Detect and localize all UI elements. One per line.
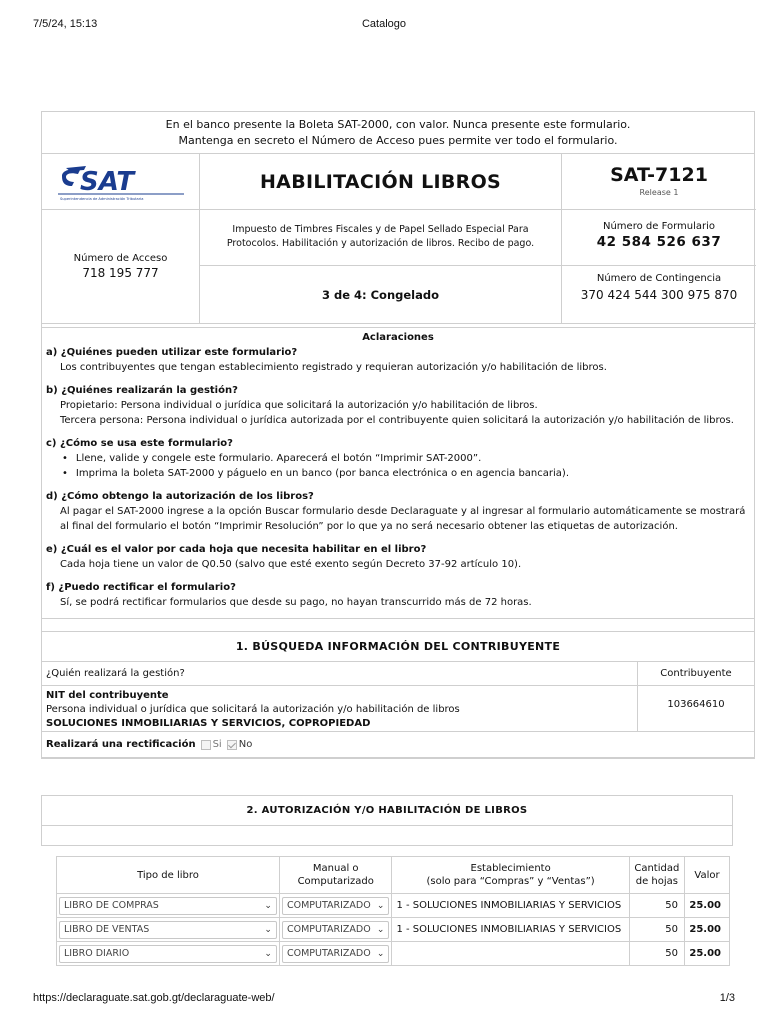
form-status: 3 de 4: Congelado [200,266,562,324]
chevron-down-icon: ⌄ [376,924,385,935]
col-cantidad: Cantidad de hojas [629,857,684,894]
section-2-title: 2. AUTORIZACIÓN Y/O HABILITACIÓN DE LIBROS [42,796,732,826]
rectificacion-si-checkbox[interactable] [201,740,211,750]
taxpayer-name: SOLUCIONES INMOBILIARIAS Y SERVICIOS, COPROPIEDAD [46,718,371,729]
tax-description: Impuesto de Timbres Fiscales y de Papel Sellado Especial Para Protocolos. Habilitación y autorización de libros. Recibo de pago. [200,210,562,266]
form-number-label: Número de Formulario [602,221,716,232]
aclaraciones-title: Aclaraciones [362,332,434,343]
establecimiento-cell: 1 - SOLUCIONES INMOBILIARIAS Y SERVICIOS [392,918,629,942]
faq-answer: Cada hoja tiene un valor de Q0.50 (salvo que esté exento según Decreto 37-92 artículo 10). [60,559,522,570]
notice-line-1: En el banco presente la Boleta SAT-2000, con valor. Nunca presente este formulario. [165,118,631,131]
chevron-down-icon: ⌄ [264,948,272,959]
table-row [57,918,730,942]
notice-banner [42,112,754,154]
faq-question: c) ¿Cómo se usa este formulario? [46,438,233,449]
print-page-number: 1/3 [719,992,735,1004]
modo-select[interactable]: COMPUTARIZADO ⌄ [282,897,390,915]
valor-cell: 25.00 [684,918,729,942]
faq-question: a) ¿Quiénes pueden utilizar este formulario? [46,347,298,358]
nit-value: 103664610 [637,686,754,731]
rectificacion-label: Realizará una rectificación [46,739,196,750]
establecimiento-cell [392,942,629,966]
table-row [57,942,730,966]
faq-question: e) ¿Cuál es el valor por cada hoja que necesita habilitar en el libro? [46,544,427,555]
faq-bullet: • Llene, valide y congele este formulario. Aparecerá el botón “Imprimir SAT-2000”. [62,451,750,466]
rectificacion-si-label: Si [212,739,222,750]
table-row [57,894,730,918]
gestion-label: ¿Quién realizará la gestión? [46,668,185,679]
form-code-box [562,154,756,210]
col-modo: Manual o Computarizado [279,857,392,894]
logo-text: SAT [79,166,134,197]
col-tipo: Tipo de libro [57,857,280,894]
section-libros [41,795,733,846]
faq-item-a [46,345,750,375]
faq-item-f [46,580,750,610]
rectificacion-no-label: No [238,739,253,750]
nit-description: Persona individual o jurídica que solicitará la autorización y/o habilitación de libros [46,704,460,715]
hojas-cell: 50 [629,894,684,918]
chevron-down-icon: ⌄ [376,900,385,911]
hojas-cell: 50 [629,918,684,942]
col-valor: Valor [684,857,729,894]
faq-item-c [46,436,750,481]
print-title: Catalogo [361,18,407,30]
faq-item-e [46,542,750,572]
gestion-row [42,662,754,686]
gestion-value: Contribuyente [637,662,754,685]
notice-line-2: Mantenga en secreto el Número de Acceso pues permite ver todo el formulario. [178,134,618,147]
print-url: https://declaraguate.sat.gob.gt/declaraguate-web/ [33,992,275,1004]
section-contribuyente [42,631,754,758]
contingency-number-box [562,266,756,324]
faq-answer: al final del formulario el botón “Imprimir Resolución” por lo que ya no será necesario obtener las etiquetas de autorización. [60,521,678,532]
table-header-row [57,857,730,894]
faq-item-b [46,383,750,428]
faq-answer: Al pagar el SAT-2000 ingrese a la opción Buscar formulario desde Declaraguate y al ingresar al formulario automáticamente se mostrará [60,506,746,517]
faq-question: d) ¿Cómo obtengo la autorización de los libros? [46,491,314,502]
sat-logo [42,154,200,210]
aclaraciones-section [42,328,754,619]
faq-answer: Propietario: Persona individual o jurídica que solicitará la autorización y/o habilitación de libros. [60,400,538,411]
chevron-down-icon: ⌄ [264,900,272,911]
form-number-value: 42 584 526 637 [596,234,722,250]
tipo-libro-select[interactable]: LIBRO DIARIO ⌄ [59,945,277,963]
faq-bullet-list [46,451,750,481]
sat-logo-icon [56,162,186,202]
form-release: Release 1 [639,188,679,197]
establecimiento-cell: 1 - SOLUCIONES INMOBILIARIAS Y SERVICIOS [392,894,629,918]
print-footer [33,992,735,1006]
chevron-down-icon: ⌄ [376,948,385,959]
nit-label: NIT del contribuyente [46,690,169,701]
faq-question: b) ¿Quiénes realizarán la gestión? [46,385,238,396]
access-number-box [42,210,200,324]
faq-item-d [46,489,750,534]
access-number-label: Número de Acceso [73,253,168,264]
form-number-box [562,210,756,266]
contingency-number-value: 370 424 544 300 975 870 [580,288,738,302]
section-spacer [42,826,732,846]
faq-question: f) ¿Puedo rectificar el formulario? [46,582,236,593]
faq-bullet: • Imprima la boleta SAT-2000 y páguelo en un banco (por banca electrónica o en agencia bancaria). [62,466,750,481]
modo-select[interactable]: COMPUTARIZADO ⌄ [282,921,390,939]
col-establecimiento: Establecimiento (solo para “Compras” y “Ventas”) [392,857,629,894]
faq-answer: Sí, se podrá rectificar formularios que desde su pago, no hayan transcurrido más de 72 horas. [60,597,532,608]
tipo-libro-select[interactable]: LIBRO DE COMPRAS ⌄ [59,897,277,915]
form-sat-7121 [41,111,755,759]
nit-row [42,686,754,732]
valor-cell: 25.00 [684,942,729,966]
section-1-title: 1. BÚSQUEDA INFORMACIÓN DEL CONTRIBUYENTE [42,632,754,662]
access-number-value: 718 195 777 [82,266,159,280]
contingency-number-label: Número de Contingencia [596,273,722,284]
rectificacion-no-checkbox[interactable] [227,740,237,750]
form-header [42,154,754,328]
form-code: SAT-7121 [610,164,708,186]
print-header [33,18,735,32]
faq-answer: Tercera persona: Persona individual o jurídica autorizada por el contribuyente quien solicitará la autorización y/o habilitación de libros. [60,415,734,426]
tipo-libro-select[interactable]: LIBRO DE VENTAS ⌄ [59,921,277,939]
rectificacion-row [42,732,754,758]
chevron-down-icon: ⌄ [264,924,272,935]
print-datetime: 7/5/24, 15:13 [33,18,98,30]
form-title: HABILITACIÓN LIBROS [200,154,562,210]
hojas-cell: 50 [629,942,684,966]
faq-answer: Los contribuyentes que tengan establecimiento registrado y requieran autorización y/o habilitación de libros. [60,362,607,373]
valor-cell: 25.00 [684,894,729,918]
logo-subtitle: Superintendencia de Administración Tributaria [59,196,143,201]
modo-select[interactable]: COMPUTARIZADO ⌄ [282,945,390,963]
libros-table [56,856,730,966]
